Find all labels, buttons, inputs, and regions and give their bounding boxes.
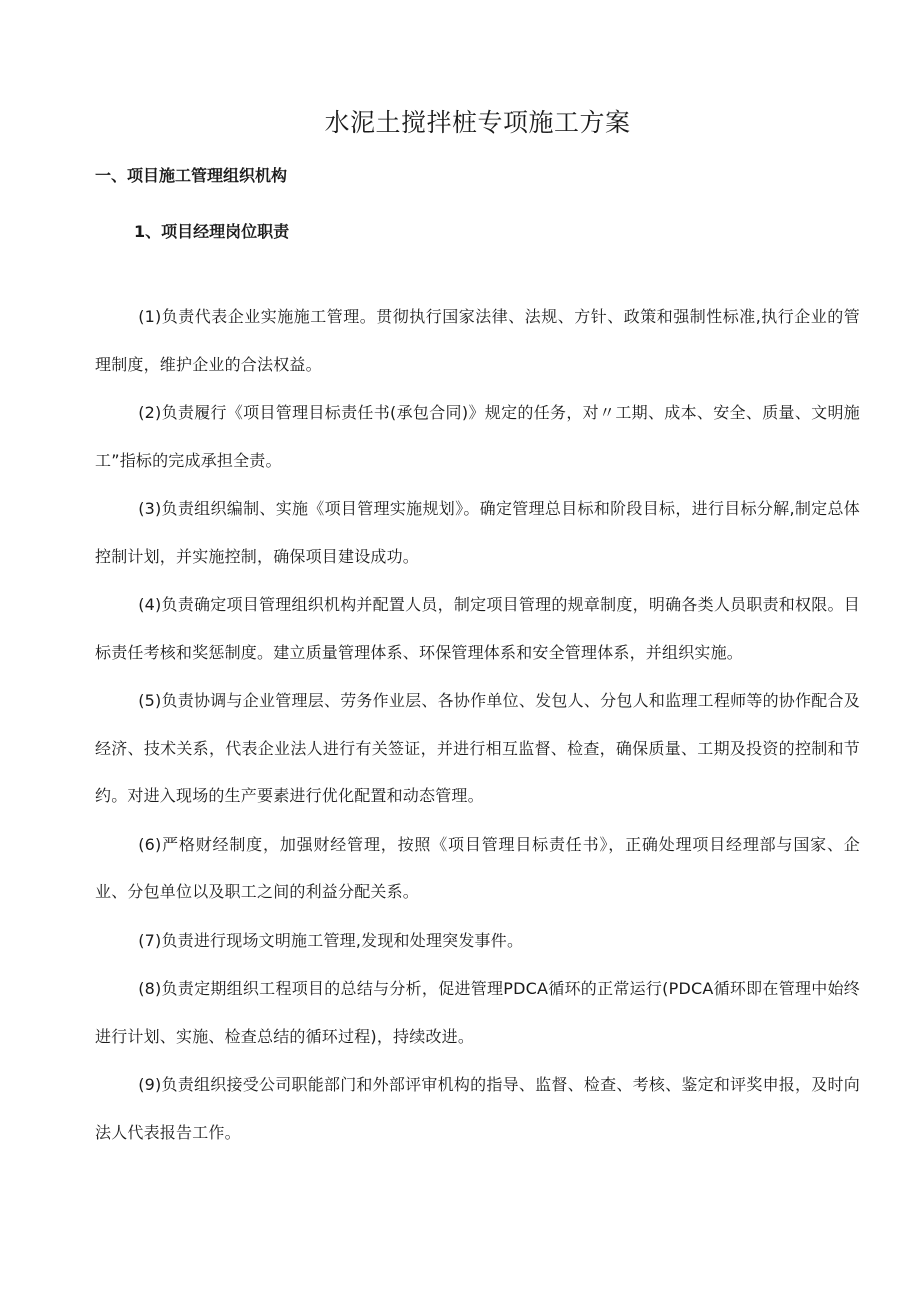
document-body bbox=[95, 293, 860, 1157]
paragraph-1: (1)负责代表企业实施施工管理。贯彻执行国家法律、法规、方针、政策和强制性标准,执行企业的管理制度，维护企业的合法权益。 bbox=[95, 307, 860, 374]
paragraph-9: (9)负责组织接受公司职能部门和外部评审机构的指导、监督、检查、考核、鉴定和评奖申报，及时向法人代表报告工作。 bbox=[95, 1075, 860, 1142]
section-heading: 一、项目施工管理组织机构 bbox=[95, 166, 288, 185]
sub-heading: 1、项目经理岗位职责 bbox=[134, 222, 290, 241]
paragraph-5: (5)负责协调与企业管理层、劳务作业层、各协作单位、发包人、分包人和监理工程师等的协作配合及经济、技术关系，代表企业法人进行有关签证，并进行相互监督、检查，确保质量、工期及投资的控制和节约。对进入现场的生产要素进行优化配置和动态管理。 bbox=[95, 691, 860, 805]
paragraph-7: (7)负责进行现场文明施工管理,发现和处理突发事件。 bbox=[138, 930, 524, 950]
paragraph-3: (3)负责组织编制、实施《项目管理实施规划》。确定管理总目标和阶段目标，进行目标分解,制定总体控制计划，并实施控制，确保项目建设成功。 bbox=[95, 499, 860, 566]
paragraph-4: (4)负责确定项目管理组织机构并配置人员，制定项目管理的规章制度，明确各类人员职责和权限。目标责任考核和奖惩制度。建立质量管理体系、环保管理体系和安全管理体系，并组织实施。 bbox=[95, 595, 860, 662]
paragraph-8: (8)负责定期组织工程项目的总结与分析，促进管理PDCA循环的正常运行(PDCA循环即在管理中始终进行计划、实施、检查总结的循环过程)，持续改进。 bbox=[95, 979, 860, 1046]
paragraph-2: (2)负责履行《项目管理目标责任书(承包合同)》规定的任务，对〃工期、成本、安全、质量、文明施工”指标的完成承担全责。 bbox=[95, 403, 860, 470]
paragraph-6: (6)严格财经制度，加强财经管理，按照《项目管理目标责任书》，正确处理项目经理部与国家、企业、分包单位以及职工之间的利益分配关系。 bbox=[95, 834, 860, 901]
document-title: 水泥土搅拌桩专项施工方案 bbox=[324, 108, 631, 137]
